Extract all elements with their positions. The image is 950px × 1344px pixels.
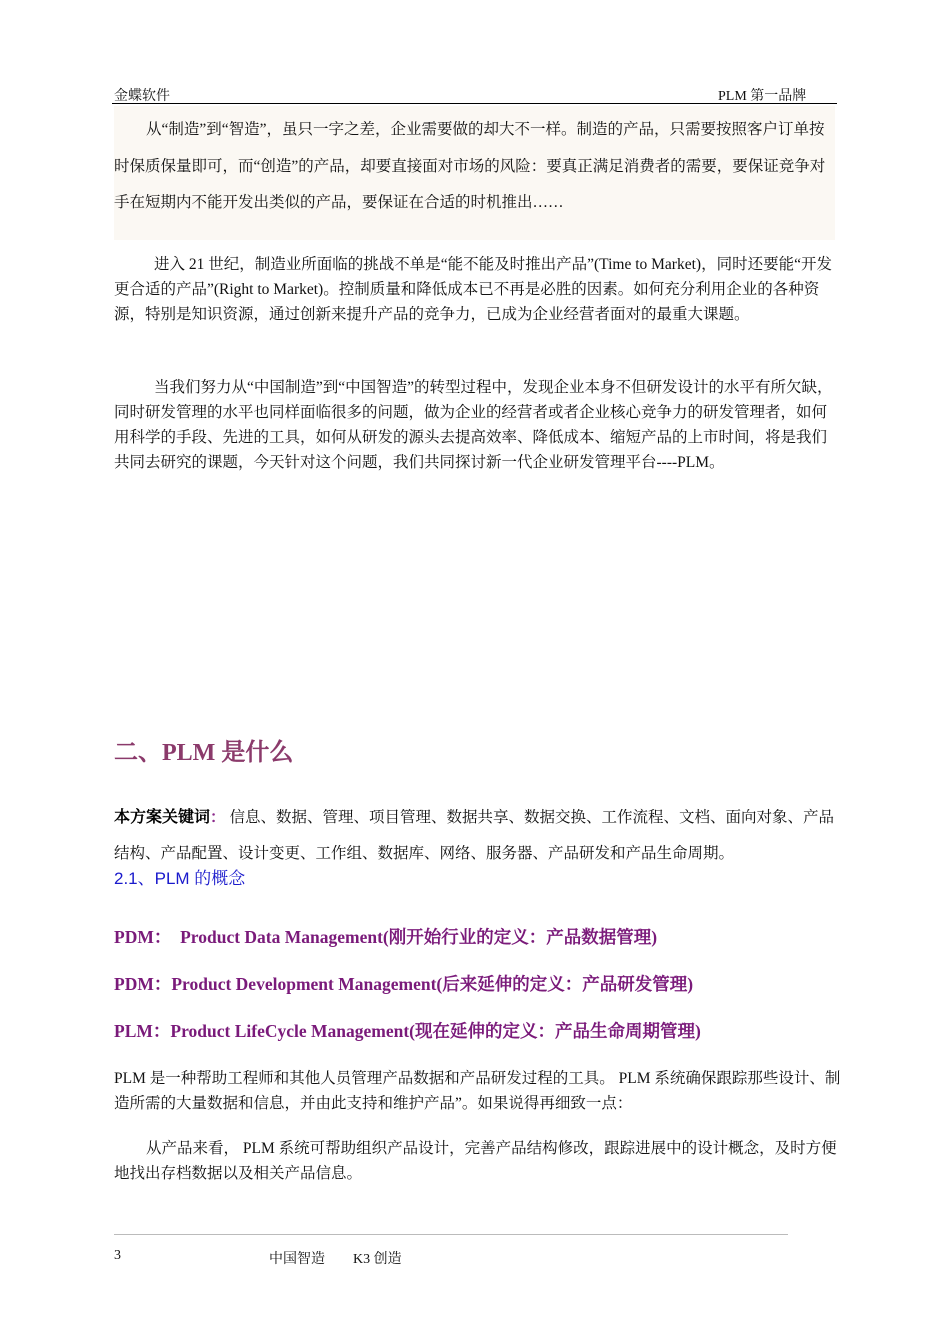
header-divider — [112, 103, 837, 104]
subsection-title: 2.1、PLM 的概念 — [114, 869, 246, 888]
definition-plm-lifecycle: PLM：Product LifeCycle Management(现在延伸的定义：产品生命周期管理) — [114, 1021, 701, 1041]
page-number: 3 — [114, 1248, 121, 1263]
header-brand: PLM 第一品牌 — [718, 89, 807, 104]
intro-paragraph: 从“制造”到“智造”，虽只一字之差，企业需要做的却大不一样。制造的产品，只需要按照客户订单按时保质保量即可，而“创造”的产品，却要直接面对市场的风险：要真正满足消费者的需要，要保证竞争对手在短期内不能开发出类似的产品，要保证在合适的时机推出…… — [114, 121, 826, 211]
header-company: 金蝶软件 — [114, 89, 170, 104]
product-view-paragraph: 从产品来看， PLM 系统可帮助组织产品设计，完善产品结构修改，跟踪进展中的设计概念，及时方便地找出存档数据以及相关产品信息。 — [114, 1140, 837, 1182]
paragraph-21st-century: 进入 21 世纪，制造业所面临的挑战不单是“能不能及时推出产品”(Time to Market)，同时还要能“开发更合适的产品”(Right to Market)。控制质量和降低成本已不再是必胜的因素。如何充分利用企业的各种资源，特别是知识资源，通过创新来提升产品的竞争力，已成为企业经营者面对的最重大课题。 — [114, 256, 832, 323]
section-title: 二、PLM 是什么 — [114, 740, 294, 766]
definition-pdm-development: PDM：Product Development Management(后来延伸的定义：产品研发管理) — [114, 974, 694, 994]
footer-slogan: 中国智造 K3 创造 — [269, 1252, 402, 1267]
keywords-colon: ： — [210, 809, 226, 826]
footer-divider — [114, 1234, 788, 1235]
keywords-text: 信息、数据、管理、项目管理、数据共享、数据交换、工作流程、文档、面向对象、产品结构、产品配置、设计变更、工作组、数据库、网络、服务器、产品研发和产品生命周期。 — [114, 809, 835, 862]
keywords-paragraph — [114, 800, 844, 871]
keywords-label: 本方案关键词 — [114, 809, 211, 826]
definition-pdm-data: PDM： Product Data Management(刚开始行业的定义：产品数据管理) — [114, 927, 658, 947]
paragraph-china-transformation: 当我们努力从“中国制造”到“中国智造”的转型过程中，发现企业本身不但研发设计的水平有所欠缺，同时研发管理的水平也同样面临很多的问题，做为企业的经营者或者企业核心竞争力的研发管理者，如何用科学的手段、先进的工具，如何从研发的源头去提高效率、降低成本、缩短产品的上市时间，将是我们共同去研究的课题，今天针对这个问题，我们共同探讨新一代企业研发管理平台----PLM。 — [114, 379, 833, 471]
plm-description-paragraph: PLM 是一种帮助工程师和其他人员管理产品数据和产品研发过程的工具。 PLM 系统确保跟踪那些设计、制造所需的大量数据和信息，并由此支持和维护产品”。如果说得再细致一点： — [114, 1070, 841, 1112]
